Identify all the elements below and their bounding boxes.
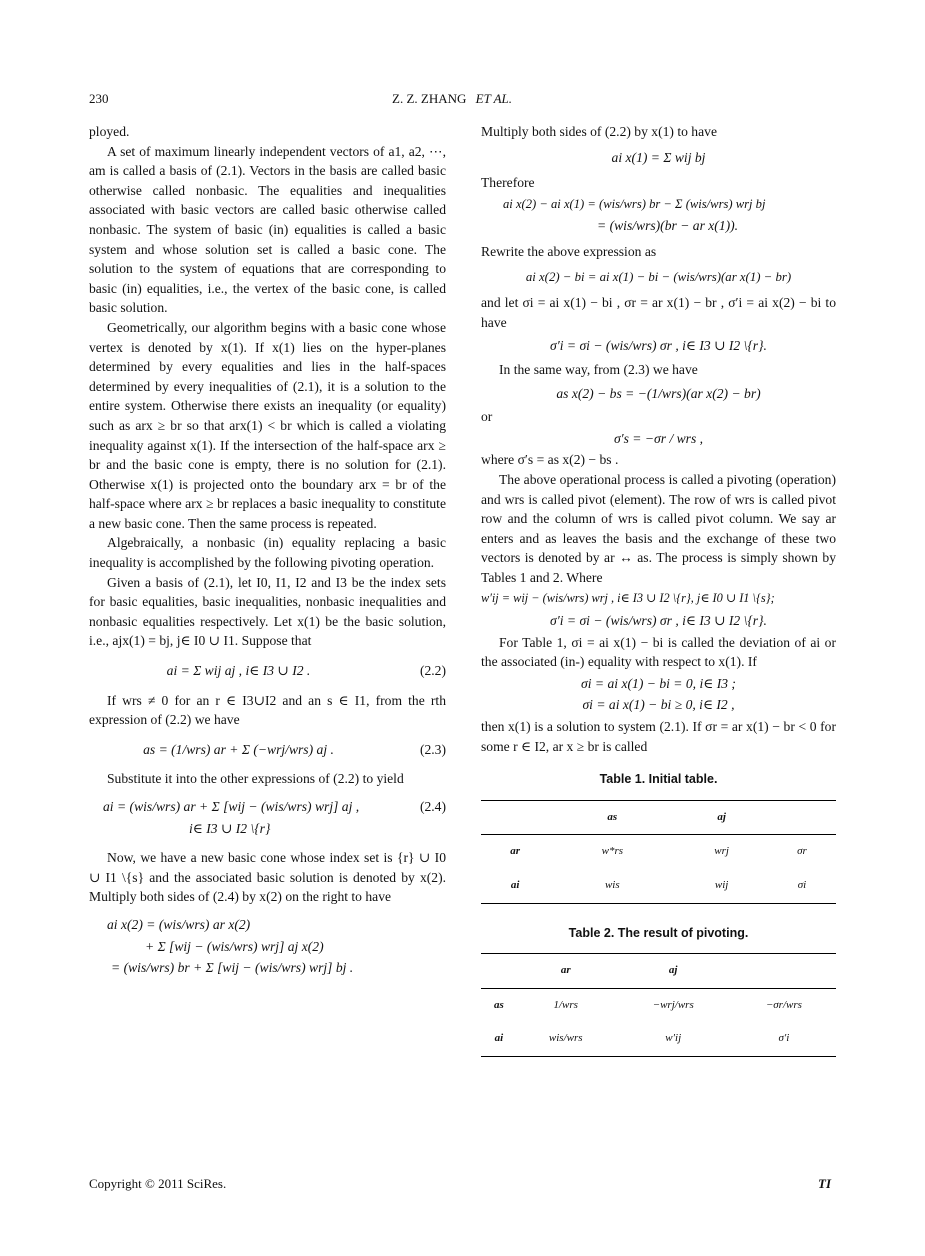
table-2 [481,953,836,1057]
equation: σ′i = σi − (wis/wrs) σr , i∈ I3 ∪ I2 \{r}. [550,338,767,354]
table-2-caption: Table 2. The result of pivoting. [568,925,749,940]
table-cell: ar [517,954,615,989]
table-header-row [481,800,836,835]
paragraph: Algebraically, a nonbasic (in) equality replacing a basic inequality is accomplished by the following pivoting operation. [89,535,446,571]
equation-number: (2.4) [419,799,446,814]
equation-body: ai = Σ wij aj , i∈ I3 ∪ I2 . [166,663,311,679]
equation-body: ai = (wis/wrs) ar + Σ [wij − (wis/wrs) wrj] aj , [103,799,360,814]
table-1 [481,800,836,904]
paragraph: ployed. [89,124,130,139]
table-cell: 1/wrs [553,998,578,1011]
table-cell: −σr/wrs [765,998,802,1011]
equation-2-4 [89,797,446,817]
equation-2-3 [89,740,446,760]
table-cell: σ′i [732,1022,836,1056]
paragraph: and let σi = ai x(1) − bi , σr = ar x(1) − br , σ′i = ai x(2) − bi to have [481,295,836,330]
right-column [481,122,836,1057]
table-cell: w*rs [601,845,624,858]
table-cell: σi [768,869,836,903]
table-cell: aj [675,800,768,835]
footer-copyright: Copyright © 2011 SciRes. [89,1176,227,1191]
table-row [481,869,836,903]
page-number: 230 [89,91,109,106]
running-title-etal: ET AL. [475,91,513,106]
table-cell: ar [510,845,521,858]
paragraph: Therefore [481,175,535,191]
paragraph: For Table 1, σi = ai x(1) − bi is called the deviation of ai or the associated (in-) equality with respect to x(1). If [481,634,836,670]
equation-line: ai x(2) − ai x(1) = (wis/wrs) br − Σ (wis/wrs) wrj bj [503,196,766,211]
table-cell: ai [481,869,549,903]
paragraph: then x(1) is a solution to system (2.1). If σr = ar x(1) − br < 0 for some r ∈ I2, ar x ≥ br is called [481,719,836,754]
equation-2-2 [89,661,446,681]
paragraph: The above operational process is called a pivoting (operation) and wrs is called pivot (element). The row of wrs is called pivot row and the column of wrs is called pivot column. We say ar enters and as leaves the basis and the exchange of these two vectors is denoted by ar ↔ as. The process is simply shown by Tables 1 and 2. Where [481,471,836,585]
equation-number: (2.2) [419,663,446,679]
equation: as x(2) − bs = −(1/wrs)(ar x(2) − br) [556,385,761,401]
equation-line: = (wis/wrs)(br − ar x(1)). [597,218,739,234]
paragraph: Substitute it into the other expressions of (2.2) to yield [107,771,404,787]
table-cell: wis [549,869,675,903]
equation: σ′s = −σr / wrs , [613,430,704,446]
table-cell: as [549,800,675,835]
equation-line: = (wis/wrs) br + Σ [wij − (wis/wrs) wrj] bj . [111,960,354,976]
paragraph: Rewrite the above expression as [481,243,657,259]
footer-journal: TI [818,1176,831,1191]
paragraph: or [481,409,493,425]
paragraph: Multiply both sides of (2.2) by x(1) to have [481,124,717,139]
equation: σi = ai x(1) − bi = 0, i∈ I3 ; [581,675,736,691]
table-1-caption: Table 1. Initial table. [599,772,718,787]
table-cell: w′ij [615,1022,732,1056]
equation-line: + Σ [wij − (wis/wrs) wrj] aj x(2) [145,938,324,954]
paragraph: where σ′s = as x(2) − bs . [481,452,619,468]
table-cell: −wrj/wrs [652,998,694,1011]
equation-line: ai x(2) = (wis/wrs) ar x(2) [107,916,251,932]
table-cell: wis/wrs [517,1022,615,1056]
table-cell [732,954,836,989]
table-cell [481,800,549,835]
table-row [481,835,836,869]
running-title-authors: Z. Z. ZHANG [392,91,467,106]
paragraph: In the same way, from (2.3) we have [499,361,698,377]
running-title [392,91,512,107]
paragraph: If wrs ≠ 0 for an r ∈ I3∪I2 and an s ∈ I1, from the rth expression of (2.2) we have [89,692,446,728]
table-row [481,988,836,1022]
table-cell: wrj [714,845,729,858]
table-cell: wij [675,869,768,903]
table-cell: as [494,998,504,1011]
table-cell [768,800,836,835]
paragraph: Geometrically, our algorithm begins with a basic cone whose vertex is denoted by x(1). If x(1) lies on the hyper-planes determined by every equalities and lies in the half-spaces determined by every inequalities of (2.1), it is a solution to the entire system. Otherwise there exists an inequality (or equality) such as arx ≥ br so that arx(1) < br which is called a violating inequality against x(1). If the intersection of the half-space arx ≥ br and the basic cone is empty, there is no solution for (2.1). Otherwise x(1) is projected onto the boundary arx = br of the half-space where arx ≥ br replaces a basic inequality to constitute a new basic cone. Then the same process is repeated. [89,319,446,531]
table-row [481,1022,836,1056]
table-cell [481,954,517,989]
equation: σi = ai x(1) − bi ≥ 0, i∈ I2 , [582,697,735,713]
table-cell: ai [481,1022,517,1056]
table-header-row [481,954,836,989]
left-column [89,122,446,980]
equation-line: w′ij = wij − (wis/wrs) wrj , i∈ I3 ∪ I2 \{r}, j∈ I0 ∪ I1 \{s}; [481,591,775,606]
equation-number: (2.3) [419,741,446,757]
paragraph: Now, we have a new basic cone whose index set is {r} ∪ I0 ∪ I1 \{s} and the associated basic solution is denoted by x(2). Multiply both sides of (2.4) by x(2) on the right to have [89,850,446,905]
table-cell: σr [797,845,807,858]
table-cell: aj [615,954,732,989]
equation-2-4-condition: i∈ I3 ∪ I2 \{r} [189,820,271,836]
equation: ai x(1) = Σ wij bj [611,149,706,165]
equation-body: as = (1/wrs) ar + Σ (−wrj/wrs) aj . [143,741,334,757]
paragraph: A set of maximum linearly independent vectors of a1, a2, ⋯, am is called a basis of (2.1). Vectors in the basis are called basic otherwise called nonbasic. The equalities and inequalities associated with basic vectors are called basic otherwise called nonbasic. The system of basic (in) equalities is called a basic system and whose solution set is called a basic cone. The solution to the system of equations that are corresponding to basic (in) equalities, i.e., the vertex of the basic cone, is called basic solution. [89,143,446,316]
equation: ai x(2) − bi = ai x(1) − bi − (wis/wrs)(ar x(1) − br) [525,269,792,284]
equation: σ′i = σi − (wis/wrs) σr , i∈ I3 ∪ I2 \{r}. [550,613,767,629]
paragraph: Given a basis of (2.1), let I0, I1, I2 and I3 be the index sets for basic equalities, basic inequalities, nonbasic inequalities and nonbasic equalities respectively. Let x(1) be the basic solution, i.e., ajx(1) = bj, j∈ I0 ∪ I1. Suppose that [89,574,446,649]
